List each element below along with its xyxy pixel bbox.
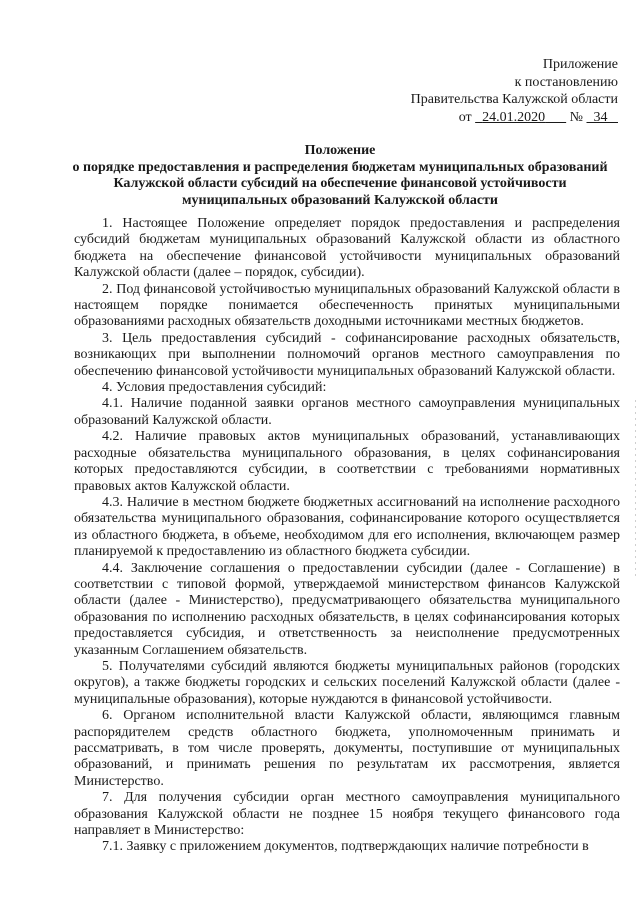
paragraph-5: 5. Получателями субсидий являются бюджеты муниципальных районов (городских округов), а также бюджеты городских и сельских поселений Калужской области (далее - муниципальные образования), которые нуждаются в финансовой устойчивости. xyxy=(74,658,620,707)
title-line-3: Калужской области субсидий на обеспечение финансовой устойчивости xyxy=(113,176,567,191)
paragraph-4: 4. Условия предоставления субсидий: xyxy=(102,380,327,396)
paragraph-4-1: 4.1. Наличие поданной заявки органов местного самоуправления муниципальных образований Калужской области. xyxy=(74,396,620,428)
paragraph-4-3: 4.3. Наличие в местном бюджете бюджетных ассигнований на исполнение расходного обязательства муниципального образования, софинансирование которого осуществляется из областного бюджета, в объеме, необходимом для его исполнения, включающем размер планируемой к предоставлению из областного бюджета субсидии. xyxy=(74,494,620,560)
paragraph-3: 3. Цель предоставления субсидий - софинансирование расходных обязательств, возникающих при выполнении полномочий органов местного самоуправления по обеспечению финансовой устойчивости муниципальных образований Калужской области. xyxy=(74,330,620,379)
appendix-date-line xyxy=(411,109,618,127)
document-title xyxy=(60,143,620,209)
title-line-2: о порядке предоставления и распределения бюджетам муниципальных образований xyxy=(72,159,608,175)
date-prefix: от xyxy=(458,109,472,125)
appendix-line-resolution: к постановлению xyxy=(514,74,618,90)
document-number: 34 xyxy=(593,109,608,125)
appendix-title: Приложение xyxy=(542,57,618,72)
scan-edge-mark xyxy=(635,400,636,580)
appendix-line-government: Правительства Калужской области xyxy=(410,92,618,107)
paragraph-1: 1. Настоящее Положение определяет порядок предоставления и распределения субсидий бюджетам муниципальных образований Калужской области из областного бюджета на обеспечение финансовой устойчивости муниципальных образований Калужской области (далее – порядок, субсидии). xyxy=(74,216,620,281)
document-body xyxy=(74,216,620,856)
document-date: 24.01.2020 xyxy=(482,109,546,125)
title-line-1: Положение xyxy=(304,143,376,158)
paragraph-4-2: 4.2. Наличие правовых актов муниципальных образований, устанавливающих расходные обязательства муниципального образования, в целях софинансирования которых предоставляются субсидии, в соответствии с требованиями нормативных правовых актов Калужской области. xyxy=(74,429,620,494)
paragraph-6: 6. Органом исполнительной власти Калужской области, являющимся главным распорядителем средств областного бюджета, уполномоченным принимать и рассматривать, в том числе проверять, документы, поступившие от муниципальных образований, и принимать решения по результатам их рассмотрения, является Министерство. xyxy=(74,708,620,789)
paragraph-7-1: 7.1. Заявку с приложением документов, подтверждающих наличие потребности в xyxy=(102,839,589,855)
title-line-4: муниципальных образований Калужской области xyxy=(182,192,498,208)
paragraph-2: 2. Под финансовой устойчивостью муниципальных образований Калужской области в настоящем порядке понимается обеспеченность принятых муниципальными образованиями расходных обязательств доходными источниками местных бюджетов. xyxy=(74,281,620,330)
paragraph-7: 7. Для получения субсидии орган местного самоуправления муниципального образования Калужской области не позднее 15 ноября текущего финансового года направляет в Министерство: xyxy=(74,790,620,839)
number-prefix: № xyxy=(569,109,583,125)
paragraph-4-4: 4.4. Заключение соглашения о предоставлении субсидии (далее - Соглашение) в соответствии с типовой формой, утверждаемой министерством финансов Калужской области (далее - Министерство), предусматривающего обязательства муниципального образования по исполнению расходных обязательств, в целях софинансирования которых предоставляется субсидия, и ответственность за неисполнение предусмотренных указанным Соглашением обязательств. xyxy=(74,560,620,658)
appendix-header xyxy=(411,56,618,126)
